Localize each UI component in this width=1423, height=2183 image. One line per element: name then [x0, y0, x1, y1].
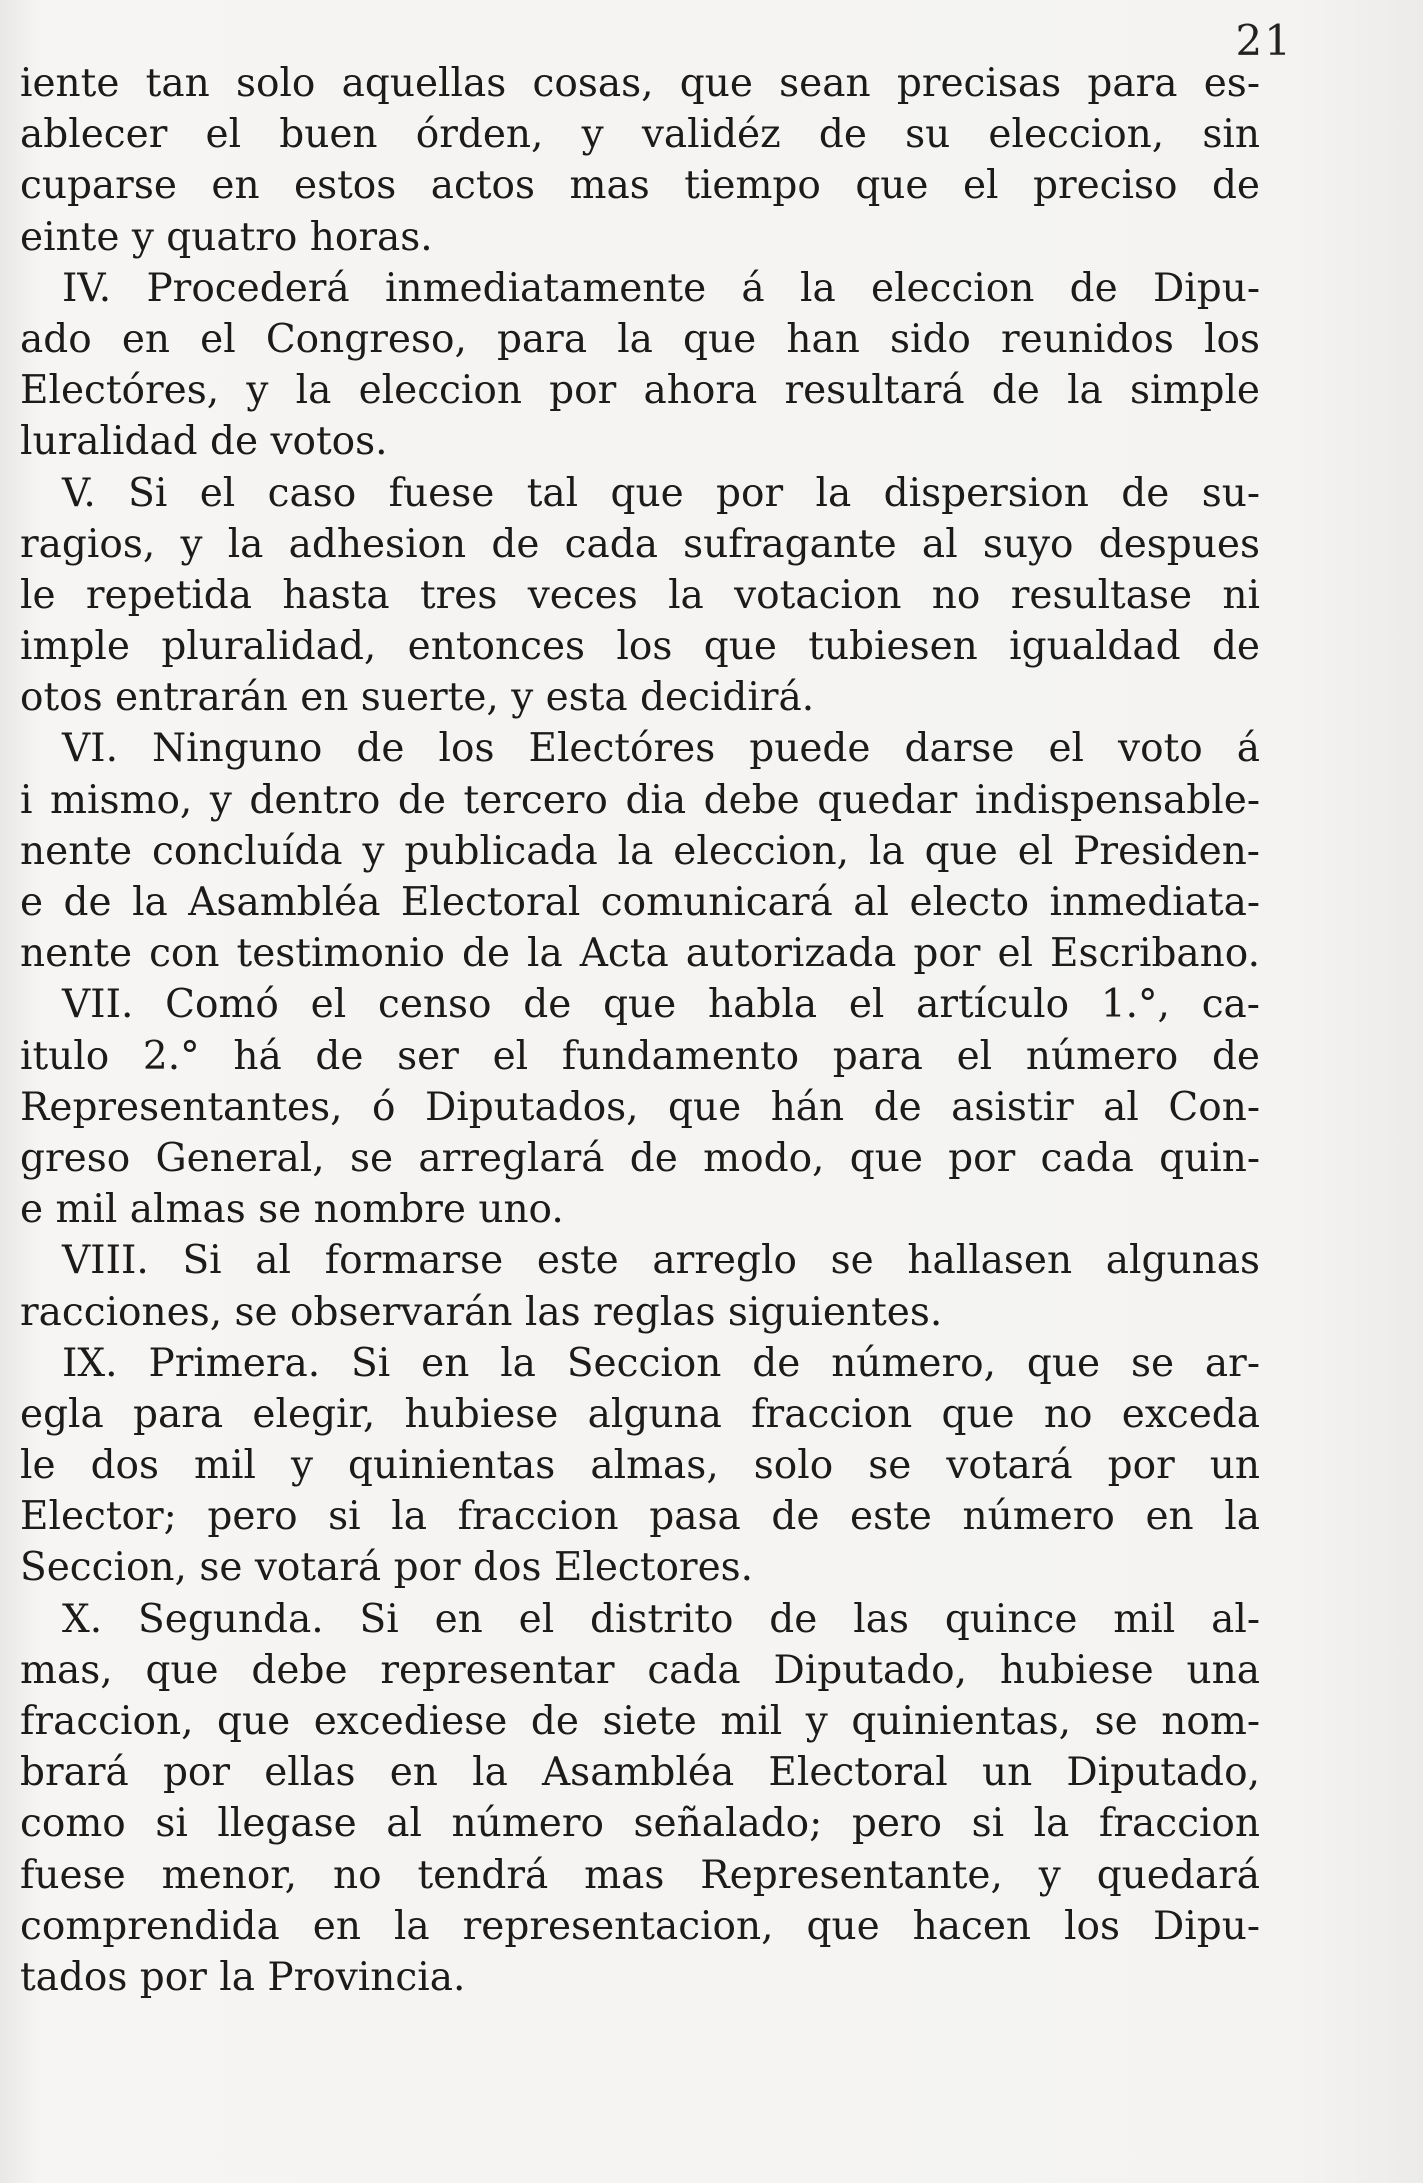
- text-line: greso General, se arreglará de modo, que por cada quin-: [20, 1135, 1260, 1181]
- text-line: egla para elegir, hubiese alguna fraccion que no exceda: [20, 1391, 1260, 1437]
- text-line: i mismo, y dentro de tercero dia debe quedar indispensable-: [20, 777, 1260, 823]
- text-line: iente tan solo aquellas cosas, que sean precisas para es-: [20, 61, 1260, 106]
- text-line: nente concluída y publicada la eleccion, la que el Presiden-: [20, 828, 1260, 874]
- text-line: e mil almas se nombre uno.: [20, 1187, 564, 1233]
- text-line: IV. Procederá inmediatamente á la eleccion de Dipu-: [62, 265, 1260, 311]
- text-line: VII. Comó el censo de que habla el artículo 1.°, ca-: [62, 982, 1260, 1028]
- body-text: [20, 58, 1260, 2003]
- text-line: X. Segunda. Si en el distrito de las quince mil al-: [62, 1596, 1260, 1642]
- text-line: ragios, y la adhesion de cada sufragante al suyo despues: [20, 521, 1260, 567]
- text-line: cuparse en estos actos mas tiempo que el preciso de: [20, 163, 1260, 209]
- text-line: VI. Ninguno de los Electóres puede darse el voto á: [62, 726, 1260, 772]
- text-line: fuese menor, no tendrá mas Representante, y quedará: [20, 1852, 1260, 1898]
- text-line: ado en el Congreso, para la que han sido reunidos los: [20, 316, 1260, 362]
- text-line: VIII. Si al formarse este arreglo se hallasen algunas: [62, 1238, 1260, 1284]
- text-line: le repetida hasta tres veces la votacion no resultase ni: [20, 572, 1260, 618]
- text-line: brará por ellas en la Asambléa Electoral un Diputado,: [20, 1750, 1260, 1796]
- text-line: le dos mil y quinientas almas, solo se votará por un: [20, 1443, 1260, 1489]
- text-line: Seccion, se votará por dos Electores.: [20, 1545, 754, 1591]
- text-line: luralidad de votos.: [20, 419, 388, 465]
- page-number: 21: [1235, 16, 1293, 65]
- text-line: nente con testimonio de la Acta autorizada por el Escribano.: [20, 931, 1260, 977]
- text-line: otos entrarán en suerte, y esta decidirá.: [20, 675, 815, 721]
- text-line: fraccion, que excediese de siete mil y quinientas, se nom-: [20, 1699, 1260, 1744]
- text-line: Representantes, ó Diputados, que hán de asistir al Con-: [20, 1084, 1260, 1130]
- text-line: einte y quatro horas.: [20, 214, 433, 260]
- text-line: IX. Primera. Si en la Seccion de número, que se ar-: [62, 1340, 1260, 1386]
- text-line: racciones, se observarán las reglas siguientes.: [20, 1289, 943, 1335]
- text-line: Elector; pero si la fraccion pasa de este número en la: [20, 1494, 1260, 1540]
- text-line: itulo 2.° há de ser el fundamento para el número de: [20, 1033, 1260, 1079]
- text-line: Electóres, y la eleccion por ahora resultará de la simple: [20, 368, 1260, 414]
- text-line: mas, que debe representar cada Diputado, hubiese una: [20, 1647, 1260, 1693]
- text-line: tados por la Provincia.: [20, 1954, 466, 2000]
- text-line: e de la Asambléa Electoral comunicará al electo inmediata-: [20, 880, 1260, 925]
- text-line: ablecer el buen órden, y validéz de su eleccion, sin: [20, 112, 1260, 158]
- text-line: comprendida en la representacion, que hacen los Dipu-: [20, 1903, 1260, 1949]
- text-line: como si llegase al número señalado; pero si la fraccion: [20, 1801, 1260, 1847]
- text-line: V. Si el caso fuese tal que por la dispersion de su-: [62, 470, 1260, 516]
- text-line: imple pluralidad, entonces los que tubiesen igualdad de: [20, 624, 1260, 670]
